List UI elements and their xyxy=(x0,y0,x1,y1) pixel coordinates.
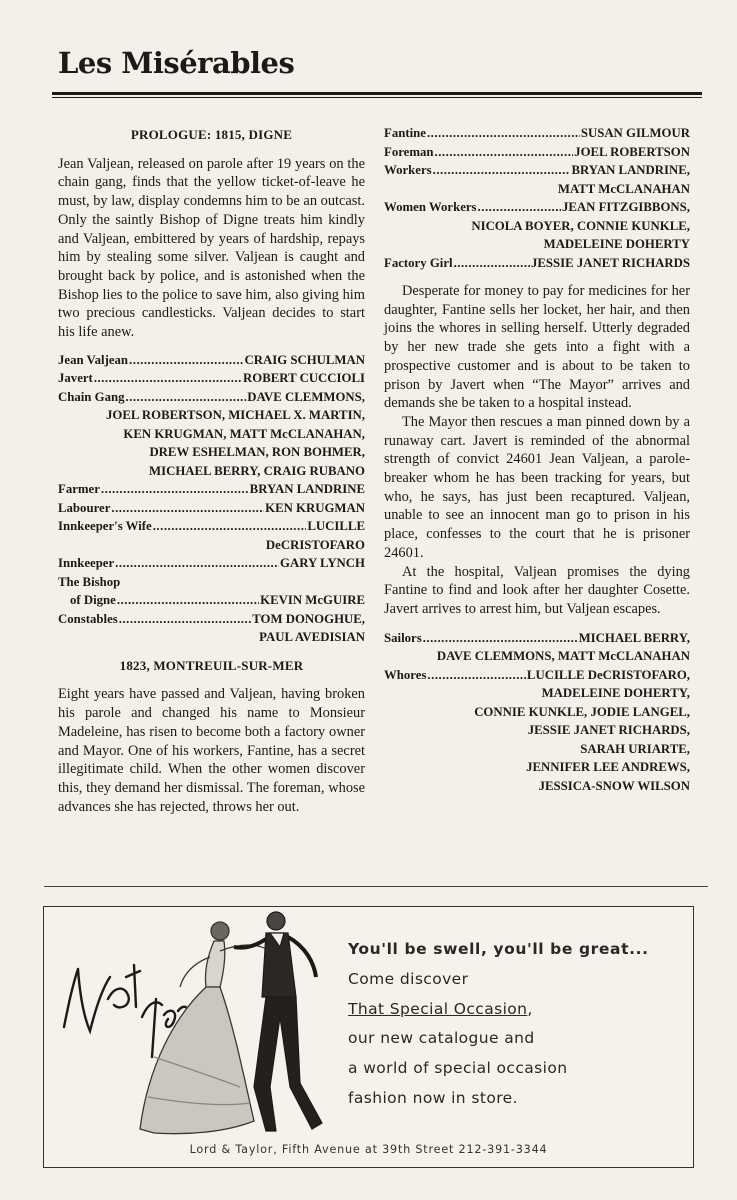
dot-leader xyxy=(119,610,251,629)
dot-leader xyxy=(129,351,243,370)
cast-entry xyxy=(384,143,690,162)
cast-role: Jean Valjean xyxy=(58,352,129,367)
dot-leader xyxy=(153,517,307,536)
cast-role: Women Workers xyxy=(384,200,477,214)
factory-cast-list xyxy=(384,124,690,272)
cast-actor: BRYAN LANDRINE xyxy=(249,482,365,497)
catalog-name: That Special Occasion xyxy=(348,999,528,1018)
cast-role: Fantine xyxy=(384,126,426,140)
prologue-heading: PROLOGUE: 1815, DIGNE xyxy=(130,127,293,142)
cast-role: of Digne xyxy=(70,593,116,608)
cast-entry xyxy=(58,610,365,629)
cast-actor: JOEL ROBERTSON xyxy=(574,144,690,159)
cast-role: Workers xyxy=(384,163,432,177)
cast-role: Constables xyxy=(58,611,118,626)
street-cast-list xyxy=(384,629,690,796)
cast-actor-continued: PAUL AVEDISIAN xyxy=(259,630,365,645)
page-title: Les Misérables xyxy=(58,46,295,80)
act-heading: 1823, MONTREUIL-SUR-MER xyxy=(119,657,304,673)
cast-actor: DAVE CLEMMONS, xyxy=(247,389,365,404)
cast-actor: TOM DONOGHUE, xyxy=(252,611,365,626)
cast-entry xyxy=(58,480,365,499)
cast-entry xyxy=(58,499,365,518)
cast-entry xyxy=(384,198,690,217)
cast-entry xyxy=(58,369,365,388)
cast-actor: LUCILLE xyxy=(307,519,365,534)
woman-figure xyxy=(140,922,270,1134)
cast-entry xyxy=(58,573,365,592)
cast-actor-continued: MADELEINE DOHERTY, xyxy=(541,686,690,701)
cast-actor-continued: NICOLA BOYER, CONNIE KUNKLE, xyxy=(471,218,690,233)
advertisement-copy xyxy=(348,935,688,1114)
cast-role: Innkeeper xyxy=(58,556,115,571)
dot-leader xyxy=(101,480,249,499)
cast-entry xyxy=(384,161,690,180)
cast-actor-continued: JOEL ROBERTSON, MICHAEL X. MARTIN, xyxy=(106,408,365,423)
ad-line: fashion now in store. xyxy=(348,1088,518,1107)
act-synopsis: Eight years have passed and Valjean, having broken his parole and changed his name to Monsieur Madeleine, has risen to become both a factory owner and Mayor. One of his workers, Fantine, has a secret illegitimate child. When the other women discover this, they demand her dismissal. The foreman, whose advances she has rejected, throws her out. xyxy=(58,686,365,815)
cast-entry xyxy=(384,124,690,143)
cast-actor-continued: MADELEINE DOHERTY xyxy=(543,237,690,251)
cast-actor: MICHAEL BERRY, xyxy=(578,630,690,645)
cast-actor-continued: MICHAEL BERRY, CRAIG RUBANO xyxy=(149,463,365,478)
cast-actor-continued: JENNIFER LEE ANDREWS, xyxy=(526,760,690,775)
ad-line: a world of special occasion xyxy=(348,1059,568,1078)
cast-actor-continued: MATT McCLANAHAN xyxy=(557,181,690,196)
cast-actor: KEVIN McGUIRE xyxy=(260,593,365,608)
synopsis-paragraph: At the hospital, Valjean promises the dying Fantine to find and look after her daughter Cosette. Javert arrives to arrest him, but Valjean escapes. xyxy=(384,563,690,617)
cast-role: The Bishop xyxy=(58,574,121,589)
cast-actor-continued: DeCRISTOFARO xyxy=(265,537,365,552)
cast-role: Factory Girl xyxy=(384,255,453,270)
cast-entry xyxy=(58,388,365,407)
cast-entry xyxy=(58,517,365,536)
dot-leader xyxy=(423,629,578,648)
cast-entry xyxy=(58,554,365,573)
ad-catalog-line xyxy=(348,995,688,1025)
dot-leader xyxy=(433,161,571,180)
cast-actor-continued: JESSIE JANET RICHARDS, xyxy=(527,723,690,738)
cast-role: Javert xyxy=(58,371,93,386)
cast-actor-continued: DREW ESHELMAN, RON BOHMER, xyxy=(149,445,365,460)
cast-actor-continued: KEN KRUGMAN, MATT McCLANAHAN, xyxy=(123,426,365,441)
ad-line: our new catalogue and xyxy=(348,1029,535,1048)
catalog-comma: , xyxy=(527,999,533,1018)
cast-role: Sailors xyxy=(384,630,422,645)
right-column xyxy=(384,124,690,805)
cast-actor-continued: SARAH URIARTE, xyxy=(580,741,690,756)
cast-actor-continued: JESSICA-SNOW WILSON xyxy=(538,778,690,793)
title-rule-thin xyxy=(52,97,702,98)
cast-actor: SUSAN GILMOUR xyxy=(580,126,690,140)
dot-leader xyxy=(427,666,526,685)
cast-entry xyxy=(384,629,690,648)
ad-footer-address: Lord & Taylor, Fifth Avenue at 39th Street 212-391-3344 xyxy=(189,1143,548,1156)
dot-leader xyxy=(117,591,259,610)
cast-role: Labourer xyxy=(58,500,111,515)
cast-actor: GARY LYNCH xyxy=(280,556,365,571)
cast-role: Farmer xyxy=(58,482,100,497)
cast-actor-continued: CONNIE KUNKLE, JODIE LANGEL, xyxy=(474,704,690,719)
cast-actor: CRAIG SCHULMAN xyxy=(244,352,365,367)
cast-actor: JESSIE JANET RICHARDS xyxy=(530,255,690,270)
cast-role: Chain Gang xyxy=(58,389,125,404)
cast-entry xyxy=(384,666,690,685)
dot-leader xyxy=(427,124,580,143)
title-rule-thick xyxy=(52,92,702,95)
prologue-cast-list xyxy=(58,351,365,647)
lord-and-taylor-advertisement xyxy=(43,906,694,1168)
cast-actor: BRYAN LANDRINE, xyxy=(571,163,690,177)
synopsis-paragraph: The Mayor then rescues a man pinned down by a runaway cart. Javert is reminded of the abnormal strength of convict 24601 Jean Valjean, a parole-breaker whom he has been tracking for years, but who, he says, has just been recaptured. Valjean, unable to see an innocent man go to prison in his place, confesses to the court that he is prisoner 24601. xyxy=(384,413,690,561)
dot-leader xyxy=(94,369,242,388)
cast-actor: ROBERT CUCCIOLI xyxy=(243,371,365,386)
cast-actor: LUCILLE DeCRISTOFARO, xyxy=(526,667,690,682)
dot-leader xyxy=(126,388,247,407)
cast-actor: JEAN FITZGIBBONS, xyxy=(561,200,690,214)
synopsis-paragraph: Desperate for money to pay for medicines for her daughter, Fantine sells her locket, her hair, and then joins the whores in selling herself. Utterly degraded by her new trade she gets into a fight with a prospective customer and is about to be taken to prison by Javert when “The Mayor” arrives and demands she be taken to a hospital instead. xyxy=(384,283,690,412)
dot-leader xyxy=(111,499,264,518)
cast-actor: KEN KRUGMAN xyxy=(265,500,365,515)
cast-entry xyxy=(58,591,365,610)
dot-leader xyxy=(435,143,574,162)
prologue-synopsis: Jean Valjean, released on parole after 19 years on the chain gang, finds that the yellow ticket-of-leave he must, by law, display condemns him to be an outcast. Only the saintly Bishop of Digne treats him kindly and Valjean, embittered by years of hardship, repays him by stealing some silver. Valjean is caught and brought back by police, and is astonished when the Bishop lies to the police to save him, also giving him two precious candlesticks. Valjean decides to start his life anew. xyxy=(58,155,365,341)
cast-role: Innkeeper's Wife xyxy=(58,519,152,534)
dot-leader xyxy=(478,198,561,217)
cast-entry xyxy=(384,254,690,273)
left-column xyxy=(58,124,365,825)
page-divider xyxy=(44,886,708,887)
ad-headline: You'll be swell, you'll be great... xyxy=(348,940,649,958)
cast-actor-continued: DAVE CLEMMONS, MATT McCLANAHAN xyxy=(436,649,690,664)
ad-line: Come discover xyxy=(348,969,469,988)
cast-role: Foreman xyxy=(384,144,434,159)
dancing-couple-illustration xyxy=(44,907,374,1147)
cast-entry xyxy=(58,351,365,370)
dot-leader xyxy=(115,554,279,573)
cast-role: Whores xyxy=(384,667,427,682)
dot-leader xyxy=(454,254,530,273)
